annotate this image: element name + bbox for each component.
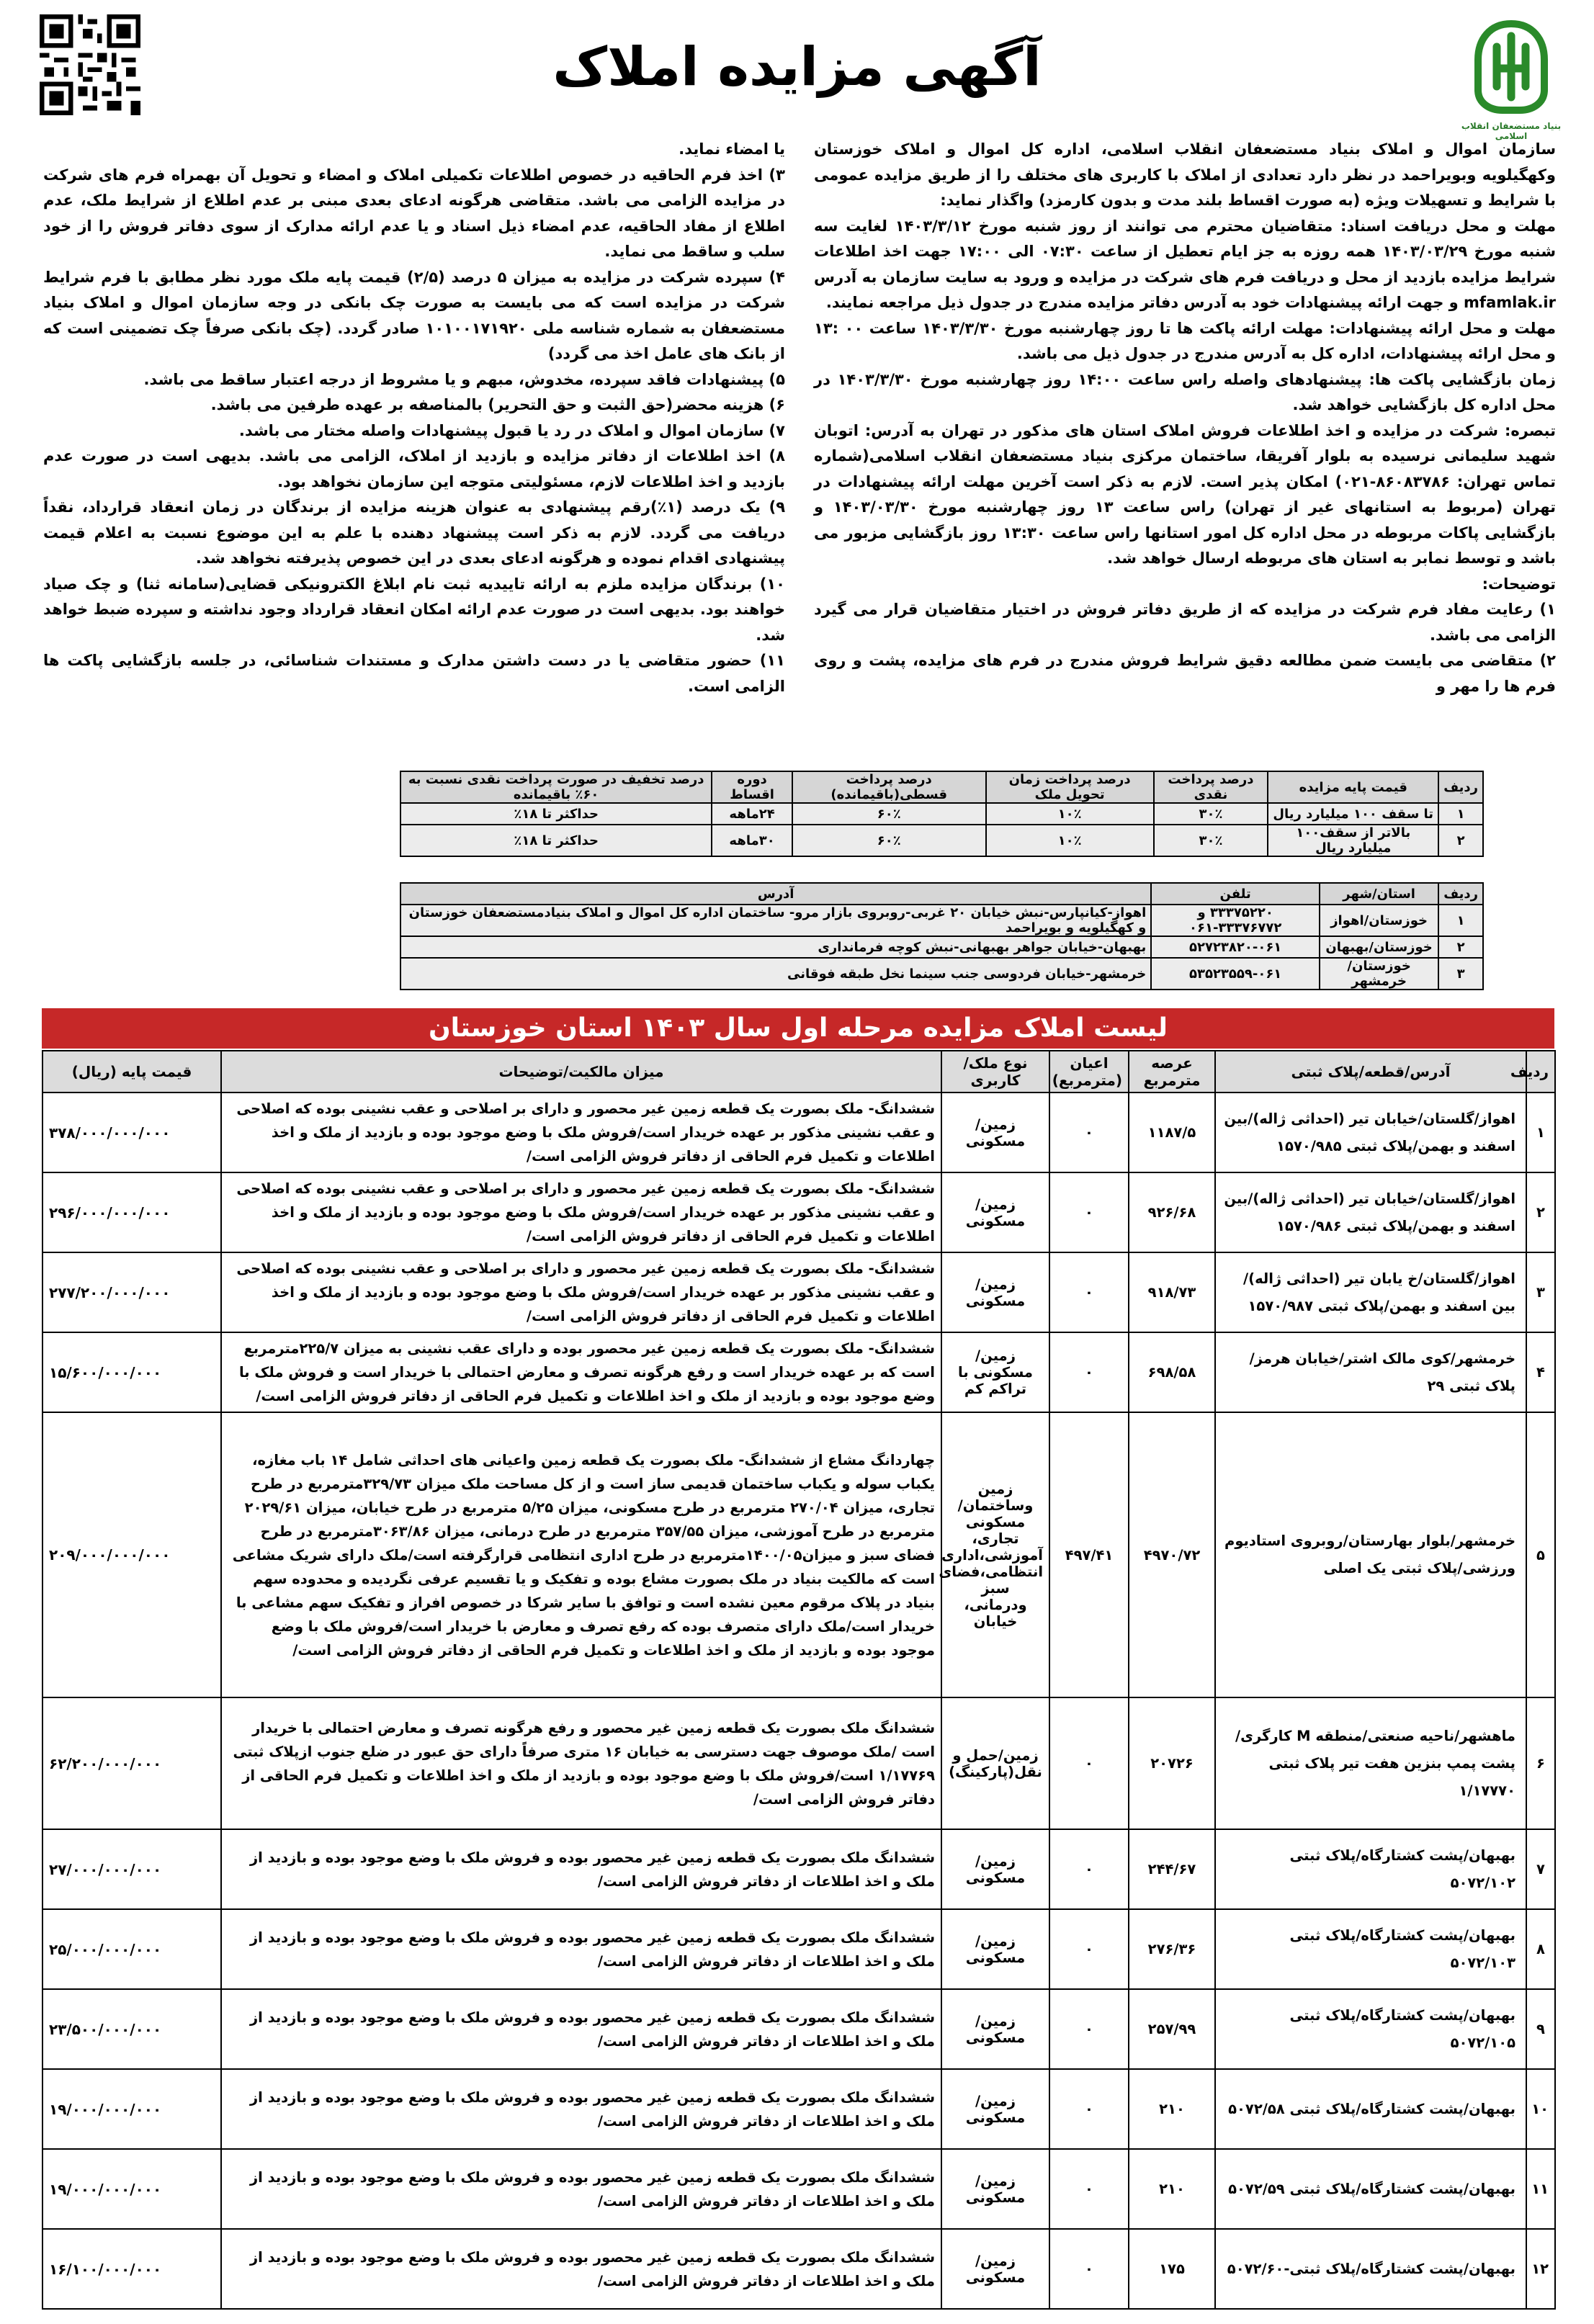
table-cell: ۴۹۷۰/۷۲ — [1129, 1412, 1215, 1697]
table-cell: خوزستان/خرمشهر — [1320, 958, 1438, 990]
table-cell: ۱ — [1438, 803, 1483, 825]
table-cell: خرمشهر/بلوار بهارستان/روبروی استادیوم ورزشی/پلاک ثبتی یک اصلی — [1215, 1412, 1526, 1697]
condition-text: مهلت ارائه پاکت ها تا روز چهارشنبه مورخ ۱۴۰۳/۳/۳۰ ساعت ۰۰ :۱۳ و محل ارائه پیشنهادات، اداره کل به آدرس مندرج در جدول ذیل می باشد. — [814, 319, 1556, 362]
table-cell: ۰ — [1049, 2229, 1129, 2309]
table-cell: ۲۵۷/۹۹ — [1129, 1989, 1215, 2069]
table-row — [42, 1172, 1555, 1252]
table-cell: ۲۱۰ — [1129, 2149, 1215, 2229]
column-header: درصد تخفیف در صورت پرداخت نقدی نسبت به ۶۰٪ باقیمانده — [400, 771, 712, 803]
condition-item: ۱۱) حضور متقاضی یا در دست داشتن مدارک و مستندات شناسائی، در جلسه بازگشایی پاکت ها الزامی است. — [43, 652, 785, 695]
condition-paragraph — [814, 316, 1556, 367]
table-cell: ۲۵/۰۰۰/۰۰۰/۰۰۰ — [42, 1909, 221, 1989]
column-header: قیمت پایه (ریال) — [42, 1051, 221, 1093]
table-cell: ۱۹/۰۰۰/۰۰۰/۰۰۰ — [42, 2149, 221, 2229]
condition-heading: مهلت و محل دریافت اسناد: — [1340, 217, 1556, 235]
table-cell: ششدانگ ملک بصورت یک قطعه زمین غیر محصور بوده و فروش ملک با وضع موجود بوده و بازدید از ملک و اخذ اطلاعات از دفاتر فروش الزامی است/ — [221, 2149, 941, 2229]
table-cell: ۳ — [1438, 958, 1483, 990]
table-cell: ۰ — [1049, 1332, 1129, 1412]
table-cell: ۰ — [1049, 1829, 1129, 1909]
table-cell: خوزستان/اهواز — [1320, 905, 1438, 936]
table-row — [42, 1252, 1555, 1332]
column-header: اعیان (مترمربع) — [1049, 1051, 1129, 1093]
table-cell: ۲۷/۰۰۰/۰۰۰/۰۰۰ — [42, 1829, 221, 1909]
table-cell: ۶۰٪ — [792, 803, 986, 825]
table-cell: ششدانگ ملک بصورت یک قطعه زمین غیر محصور و رفع هرگونه تصرف و معارض احتمالی با خریدار است /ملک موصوف جهت دسترسی به خیابان ۱۶ متری صرفاً دارای حق عبور در ضلع جنوب ازپلاک ثبتی ۱/۱۷۷۶۹ است/فروش ملک با وضع موجود بوده و بازدید از ملک و اخذ اطلاعات و تکمیل فرم الحاقی از دفاتر فروش الزامی است/ — [221, 1697, 941, 1829]
table-row — [42, 1332, 1555, 1412]
table-cell: زمین/مسکونی — [941, 1829, 1049, 1909]
table-cell: ۰ — [1049, 1989, 1129, 2069]
condition-text: شرکت در مزایده و اخذ اطلاعات فروش املاک استان های مذکور در تهران به آدرس: اتوبان شهید سلیمانی نرسیده به بلوار آفریقا، ساختمان مرکزی بنیاد مستضعفان انقلاب اسلامی(شماره تماس تهران: ۸۶۰۸۳۷۸۶-۰۲۱) امکان پذیر است. لازم به ذکر است آخرین مهلت ارائه پیشنهادات در تهران (مربوط به استانهای غیر از تهران) راس ساعت ۱۳ روز چهارشنبه مورخ ۱۴۰۳/۰۳/۳۰ و بازگشایی پاکات مربوطه در محل اداره کل امور استانها راس ساعت ۱۳:۳۰ روز بازگشایی مزبور می باشد و توسط نمابر به استان های مربوطه ارسال خواهد شد. — [814, 421, 1557, 567]
condition-item: ۴) سپرده شرکت در مزایده به میزان ۵ درصد (۲/۵) قیمت پایه ملک مورد نظر مطابق با فرم شرایط شرکت در مزایده است که می بایست به صورت چک بانکی در وجه سازمان اموال و املاک بنیاد مستضعفان به شماره شناسه ملی ۱۰۱۰۰۱۷۱۹۲۰ صادر گردد. (چک بانکی صرفاً چک تضمینی است که از بانک های عامل اخذ می گردد) — [43, 268, 786, 362]
table-cell: ششدانگ- ملک بصورت یک قطعه زمین غیر محصور و دارای بر اصلاحی و عقب نشینی بوده که اصلاحی و عقب نشینی مذکور بر عهده خریدار است/فروش ملک با وضع موجود بوده و بازدید از ملک و اخذ اطلاعات و تکمیل فرم الحاقی از دفاتر فروش الزامی است/ — [221, 1172, 941, 1252]
table-row — [42, 1093, 1555, 1172]
table-cell: ۱۰ — [1526, 2069, 1555, 2149]
table-cell: ۸ — [1526, 1909, 1555, 1989]
table-cell: زمین/مسکونی — [941, 1909, 1049, 1989]
table-cell: بهبهان-خیابان جواهر بهبهانی-نبش کوچه فرمانداری — [400, 936, 1151, 958]
column-header: درصد پرداخت قسطی(باقیمانده) — [792, 771, 986, 803]
condition-text: ۱) رعایت مفاد فرم شرکت در مزایده که از طریق دفاتر فروش در اختیار متقاضیان قرار می گیرد الزامی می باشد. — [814, 601, 1556, 644]
table-cell: ۳۰ماهه — [712, 825, 792, 856]
table-cell: ۲۴۴/۶۷ — [1129, 1829, 1215, 1909]
table-cell: زمین وساختمان/ مسکونی تجاری، آموزشی،اداری انتظامی،فضای سبز ودرمانی، خیابان — [941, 1412, 1049, 1697]
condition-text: متقاضیان محترم می توانند از روز شنبه مورخ ۱۴۰۳/۳/۱۲ لغایت سه شنبه مورخ ۱۴۰۳/۰۳/۲۹ همه روزه به جز ایام تعطیل از ساعت ۰۷:۳۰ الی ۱۷:۰۰ جهت اخذ اطلاعات شرایط مزایده بازدید از محل و دریافت فرم های شرکت در مزایده و ورود به سایت سازمان به آدرس mfamlak.ir و جهت ارائه پیشنهادات خود به آدرس دفاتر مزایده مندرج در جدول ذیل مراجعه نمایند. — [814, 217, 1556, 311]
table-row — [42, 1412, 1555, 1697]
table-cell: ۱۹/۰۰۰/۰۰۰/۰۰۰ — [42, 2069, 221, 2149]
table-row — [42, 1909, 1555, 1989]
condition-item: ۸) اخذ اطلاعات از دفاتر مزایده و بازدید از املاک، الزامی می باشد. بدیهی است در صورت عدم بازدید و اخذ اطلاعات لازم، مسئولیتی متوجه این سازمان نخواهد بود. — [43, 447, 785, 490]
table-cell: ۲۱۰ — [1129, 2069, 1215, 2149]
table-cell: ۲۷۶/۳۶ — [1129, 1909, 1215, 1989]
table-cell: ششدانگ ملک بصورت یک قطعه زمین غیر محصور بوده و فروش ملک با وضع موجود بوده و بازدید از ملک و اخذ اطلاعات از دفاتر فروش الزامی است/ — [221, 2229, 941, 2309]
column-header: نوع ملک/کاربری — [941, 1051, 1049, 1093]
table-cell: اهواز/گلستان/خ یابان تیر (احداثی ژاله)/بین اسفند و بهمن/پلاک ثبتی ۱۵۷۰/۹۸۷ — [1215, 1252, 1526, 1332]
table-cell: بهبهان/پشت کشتارگاه/پلاک ثبتی ۵۰۷۲/۵۹ — [1215, 2149, 1526, 2229]
table-cell: زمین/مسکونی — [941, 2149, 1049, 2229]
table-cell: زمین/مسکونی — [941, 2229, 1049, 2309]
table-cell: ۶۲/۲۰۰/۰۰۰/۰۰۰ — [42, 1697, 221, 1829]
table-cell: ۲۰۷۲۶ — [1129, 1697, 1215, 1829]
condition-item: ۷) سازمان اموال و املاک در رد یا قبول پیشنهادات واصله مختار می باشد. — [238, 421, 785, 439]
column-header: آدرس — [400, 883, 1151, 905]
table-cell: ۱۱۸۷/۵ — [1129, 1093, 1215, 1172]
conditions-section — [43, 137, 1556, 735]
column-header: آدرس/قطعه/پلاک ثبتی — [1215, 1051, 1526, 1093]
table-cell: ۰ — [1049, 2069, 1129, 2149]
table-row — [400, 936, 1483, 958]
table-row — [42, 1989, 1555, 2069]
table-cell: ۴۹۷/۴۱ — [1049, 1412, 1129, 1697]
table-cell: ۲ — [1438, 936, 1483, 958]
table-cell: ۰ — [1049, 1697, 1129, 1829]
column-header: ردیف — [1438, 883, 1483, 905]
table-cell: بهبهان/پشت کشتارگاه/پلاک ثبتی-۵۰۷۲/۶۰ — [1215, 2229, 1526, 2309]
table-cell: ۰ — [1049, 1252, 1129, 1332]
table-cell: ششدانگ- ملک بصورت یک قطعه زمین غیر محصور و دارای بر اصلاحی و عقب نشینی بوده که اصلاحی و عقب نشینی مذکور بر عهده خریدار است/فروش ملک با وضع موجود بوده و بازدید از ملک و اخذ اطلاعات و تکمیل فرم الحاقی از دفاتر فروش الزامی است/ — [221, 1093, 941, 1172]
table-cell: حداکثر تا ۱۸٪ — [400, 825, 712, 856]
table-cell: ششدانگ- ملک بصورت یک قطعه زمین غیر محصور و دارای بر اصلاحی و عقب نشینی بوده که اصلاحی و عقب نشینی مذکور بر عهده خریدار است/فروش ملک با وضع موجود بوده و بازدید از ملک و اخذ اطلاعات و تکمیل فرم الحاقی از دفاتر فروش الزامی است/ — [221, 1252, 941, 1332]
column-header: میزان مالکیت/توضیحات — [221, 1051, 941, 1093]
property-list-header-row — [42, 1051, 1555, 1093]
column-header: ردیف — [1526, 1051, 1555, 1093]
table-cell: ۳۷۸/۰۰۰/۰۰۰/۰۰۰ — [42, 1093, 221, 1172]
table-cell: زمین/مسکونی با تراکم کم — [941, 1332, 1049, 1412]
condition-heading: زمان بازگشایی پاکت ها: — [1369, 370, 1557, 388]
table-cell: ۵ — [1526, 1412, 1555, 1697]
table-cell: اهواز-کیانپارس-نبش خیابان ۲۰ غربی-روبروی بازار مرو- ساختمان اداره کل اموال و املاک بنیادمستضعفان خوزستان و کهگیلویه و بویراحمد — [400, 905, 1151, 936]
condition-paragraph — [814, 418, 1556, 572]
condition-text: پیشنهادهای واصله راس ساعت ۱۴:۰۰ روز چهارشنبه مورخ ۱۴۰۳/۳/۳۰ در محل اداره کل بازگشایی خواهد شد. — [814, 370, 1556, 413]
table-cell: ششدانگ ملک بصورت یک قطعه زمین غیر محصور بوده و فروش ملک با وضع موجود بوده و بازدید از ملک و اخذ اطلاعات از دفاتر فروش الزامی است/ — [221, 1909, 941, 1989]
condition-paragraph — [814, 137, 1556, 214]
property-list-title: لیست املاک مزایده مرحله اول سال ۱۴۰۳ استان خوزستان — [42, 1008, 1554, 1049]
column-header: تلفن — [1151, 883, 1320, 905]
table-cell: ۲ — [1526, 1172, 1555, 1252]
condition-paragraph — [814, 214, 1556, 316]
table-cell: ۲۹۶/۰۰۰/۰۰۰/۰۰۰ — [42, 1172, 221, 1252]
condition-heading: توضیحات: — [1482, 575, 1556, 593]
table-cell: بهبهان/پشت کشتارگاه/پلاک ثبتی ۵۰۷۲/۱۰۲ — [1215, 1829, 1526, 1909]
table-cell: ۱۷۵ — [1129, 2229, 1215, 2309]
table-cell: بهبهان/پشت کشتارگاه/پلاک ثبتی ۵۰۷۲/۱۰۵ — [1215, 1989, 1526, 2069]
table-row — [42, 1829, 1555, 1909]
table-cell: ۳۰٪ — [1154, 803, 1268, 825]
table-cell: بهبهان/پشت کشتارگاه/پلاک ثبتی ۵۰۷۲/۱۰۳ — [1215, 1909, 1526, 1989]
table-row — [400, 825, 1483, 856]
table-cell: چهاردانگ مشاع از ششدانگ- ملک بصورت یک قطعه زمین واعیانی های احداثی شامل ۱۴ باب مغازه، یکباب سوله و یکباب ساختمان قدیمی ساز است و از کل مساحت ملک میزان ۳۲۹/۷۳مترمربع در طرح تجاری، میزان ۲۷۰/۰۴ مترمربع در طرح مسکونی، میزان ۵/۲۵ مترمربع در طرح خیابان، میزان ۲۰۲۹/۶۱ مترمربع در طرح آموزشی، میزان ۳۵۷/۵۵ مترمربع در طرح درمانی، میزان ۳۰۶۳/۸۶مترمربع در طرح فضای سبز و میزان۱۴۰۰/۰۵مترمربع در طرح اداری انتظامی قرارگرفته است/ملک دارای شریک مشاعی است که مالکیت بنیاد در ملک بصورت مشاع بوده و تفکیک و یا تقسیم عرفی نگردیده و محدوده سهم بنیاد در پلاک مرقوم معین نشده است و توافق با سایر شرکا در خصوص افراز و تفکیک سهم مشاعی با خریدار است/ملک دارای متصرف بوده که رفع تصرف و معارض با خریدار است/فروش ملک با وضع موجود بوده و بازدید از ملک و اخذ اطلاعات و تکمیل فرم الحاقی از دفاتر فروش الزامی است/ — [221, 1412, 941, 1697]
table-cell: زمین/مسکونی — [941, 1252, 1049, 1332]
table-cell: بهبهان/پشت کشتارگاه/پلاک ثبتی ۵۰۷۲/۵۸ — [1215, 2069, 1526, 2149]
condition-heading: مهلت و محل ارائه پیشنهادات: — [1329, 319, 1556, 337]
table-row — [42, 2149, 1555, 2229]
condition-item: ۶) هزینه محضر(حق الثبت و حق التحریر) بالمناصفه بر عهده طرفین می باشد. — [210, 396, 785, 413]
condition-item: ۱۰) برندگان مزایده ملزم به ارائه تاییدیه ثبت نام ابلاغ الکترونیکی قضایی(سامانه ثنا) و چک صیاد خواهند بود. بدیهی است در صورت عدم ارائه امکان انعقاد قرارداد وجود نداشته و سپرده ضبط خواهد شد. — [43, 575, 785, 644]
table-cell: ۱۵/۶۰۰/۰۰۰/۰۰۰ — [42, 1332, 221, 1412]
table-cell: ششدانگ ملک بصورت یک قطعه زمین غیر محصور بوده و فروش ملک با وضع موجود بوده و بازدید از ملک و اخذ اطلاعات از دفاتر فروش الزامی است/ — [221, 1989, 941, 2069]
table-cell: ۹ — [1526, 1989, 1555, 2069]
column-header: ردیف — [1438, 771, 1483, 803]
table-cell: ۲۷۷/۲۰۰/۰۰۰/۰۰۰ — [42, 1252, 221, 1332]
table-row — [42, 2229, 1555, 2309]
table-cell: ۱۱ — [1526, 2149, 1555, 2229]
table-cell: ۱۰٪ — [986, 803, 1154, 825]
conditions-left-column — [43, 137, 785, 699]
table-cell: زمین/حمل و نقل(پارکینگ) — [941, 1697, 1049, 1829]
condition-heading: سازمان اموال و املاک — [1371, 140, 1556, 158]
condition-paragraph — [814, 367, 1556, 418]
condition-item: ۹) یک درصد (۱٪)رقم پیشنهادی به عنوان هزینه مزایده از برندگان در زمان انعقاد قرارداد، نقداً دریافت می گردد. لازم به ذکر است پیشنهاد دهنده با علم به این موضوع نسبت به اعلام قیمت پیشنهادی اقدام نموده و هرگونه ادعای بعدی در این خصوص پذیرفته نخواهد شد. — [43, 498, 786, 567]
condition-paragraph — [814, 648, 1556, 699]
condition-text: بنیاد مستضعفان انقلاب اسلامی، اداره کل اموال و املاک خوزستان وکهگیلویه وبویراحمد در نظر دارد تعدادی از املاک با کاربری های مختلف را از طریق مزایده عمومی با شرایط و تسهیلات ویژه (به صورت اقساط بلند مدت و بدون کارمزد) واگذار نماید: — [814, 140, 1556, 209]
table-cell: ۲ — [1438, 825, 1483, 856]
table-cell: ۴ — [1526, 1332, 1555, 1412]
table-cell: ۷ — [1526, 1829, 1555, 1909]
table-cell: ششدانگ ملک بصورت یک قطعه زمین غیر محصور بوده و فروش ملک با وضع موجود بوده و بازدید از ملک و اخذ اطلاعات از دفاتر فروش الزامی است/ — [221, 1829, 941, 1909]
column-header: قیمت پایه مزایده — [1268, 771, 1438, 803]
column-header: دوره اقساط — [712, 771, 792, 803]
table-row — [400, 958, 1483, 990]
table-cell: ۱۶/۱۰۰/۰۰۰/۰۰۰ — [42, 2229, 221, 2309]
page-title: آگهی مزایده املاک — [552, 36, 1042, 98]
table-cell: ۲۰۹/۰۰۰/۰۰۰/۰۰۰ — [42, 1412, 221, 1697]
table-cell: خرمشهر/کوی مالک اشتر/خیابان هرمز/پلاک ثبتی ۲۹ — [1215, 1332, 1526, 1412]
property-list-table — [42, 1050, 1556, 2310]
table-cell: ۵۳۵۲۳۵۵۹-۰۶۱ — [1151, 958, 1320, 990]
table-cell: ۱۲ — [1526, 2229, 1555, 2309]
table-cell: ۶۹۸/۵۸ — [1129, 1332, 1215, 1412]
table-cell: ۵۲۷۲۳۸۲۰-۰۶۱ — [1151, 936, 1320, 958]
table-cell: زمین/مسکونی — [941, 1989, 1049, 2069]
condition-paragraph — [814, 572, 1556, 598]
condition-item: یا امضاء نماید. — [679, 140, 785, 158]
table-row — [400, 905, 1483, 936]
table-cell: ۳۰٪ — [1154, 825, 1268, 856]
table-cell: ششدانگ- ملک بصورت یک قطعه زمین غیر محصور بوده و دارای عقب نشینی به میزان ۲۲۵/۷مترمربع است که بر عهده خریدار است و رفع هرگونه تصرف و معارض احتمالی با خریدار است و فروش ملک با وضع موجود بوده و بازدید از ملک و اخذ اطلاعات و تکمیل فرم الحاقی از دفاتر فروش الزامی است/ — [221, 1332, 941, 1412]
sales-offices-table — [400, 882, 1484, 990]
logo-caption: بنیاد مستضعفان انقلاب اسلامی — [1461, 121, 1562, 141]
condition-item: ۳) اخذ فرم الحاقیه در خصوص اطلاعات تکمیلی املاک و امضاء و تحویل آن بهمراه فرم های شرکت در مزایده الزامی می باشد. متقاضی هرگونه ادعای بعدی مبنی بر عدم اطلاع از شرایط ملک، عدم اطلاع از مفاد الحاقیه، عدم امضاء ذیل اسناد و یا عدم ارائه مدارک از سوی دفاتر فروش را از خود سلب و ساقط می نماید. — [43, 166, 785, 260]
table-cell: ۳۳۳۷۵۲۲۰ و ۳۳۳۷۶۷۷۲-۰۶۱ — [1151, 905, 1320, 936]
table-cell: ۱ — [1526, 1093, 1555, 1172]
conditions-right-column — [814, 137, 1556, 699]
table-cell: زمین/مسکونی — [941, 1172, 1049, 1252]
table-cell: ۹۲۶/۶۸ — [1129, 1172, 1215, 1252]
column-header: درصد پرداخت نقدی — [1154, 771, 1268, 803]
table-cell: تا سقف ۱۰۰ میلیارد ریال — [1268, 803, 1438, 825]
sales-offices-header-row — [400, 883, 1483, 905]
table-cell: خرمشهر-خیابان فردوسی جنب سینما نخل طبقه فوقانی — [400, 958, 1151, 990]
table-cell: اهواز/گلستان/خیابان تیر (احداثی ژاله)/بین اسفند و بهمن/پلاک ثبتی ۱۵۷۰/۹۸۵ — [1215, 1093, 1526, 1172]
table-cell: بالاتر از سقف۱۰۰ میلیارد ریال — [1268, 825, 1438, 856]
table-cell: ۱۰٪ — [986, 825, 1154, 856]
table-cell: زمین/مسکونی — [941, 1093, 1049, 1172]
condition-paragraph — [814, 597, 1556, 648]
payment-terms-table — [400, 771, 1484, 857]
table-cell: ۹۱۸/۷۳ — [1129, 1252, 1215, 1332]
table-cell: ۲۴ماهه — [712, 803, 792, 825]
payment-terms-header-row — [400, 771, 1483, 803]
table-cell: خوزستان/بهبهان — [1320, 936, 1438, 958]
table-cell: حداکثر تا ۱۸٪ — [400, 803, 712, 825]
table-row — [400, 803, 1483, 825]
table-row — [42, 2069, 1555, 2149]
table-cell: اهواز/گلستان/خیابان تیر (احداثی ژاله)/بین اسفند و بهمن/پلاک ثبتی ۱۵۷۰/۹۸۶ — [1215, 1172, 1526, 1252]
table-cell: ماهشهر/ناحیه صنعتی/منطقه M کارگری/پشت پمپ بنزین هفت تیر پلاک ثبتی ۱/۱۷۷۷۰ — [1215, 1697, 1526, 1829]
table-cell: ۳ — [1526, 1252, 1555, 1332]
condition-text: ۲) متقاضی می بایست ضمن مطالعه دقیق شرایط فروش مندرج در فرم های مزایده، پشت و روی فرم ها را مهر و — [814, 652, 1556, 695]
column-header: عرصه مترمربع — [1129, 1051, 1215, 1093]
table-cell: ۶ — [1526, 1697, 1555, 1829]
table-cell: ۰ — [1049, 1909, 1129, 1989]
table-cell: ششدانگ ملک بصورت یک قطعه زمین غیر محصور بوده و فروش ملک با وضع موجود بوده و بازدید از ملک و اخذ اطلاعات از دفاتر فروش الزامی است/ — [221, 2069, 941, 2149]
column-header: درصد پرداخت زمان تحویل ملک — [986, 771, 1154, 803]
table-cell: ۰ — [1049, 2149, 1129, 2229]
table-cell: ۱ — [1438, 905, 1483, 936]
condition-heading: تبصره: — [1504, 421, 1556, 439]
table-row — [42, 1697, 1555, 1829]
table-cell: زمین/مسکونی — [941, 2069, 1049, 2149]
table-cell: ۰ — [1049, 1093, 1129, 1172]
column-header: استان/شهر — [1320, 883, 1438, 905]
table-cell: ۰ — [1049, 1172, 1129, 1252]
condition-item: ۵) پیشنهادات فاقد سپرده، مخدوش، مبهم و یا مشروط از درجه اعتبار ساقط می باشد. — [143, 370, 785, 388]
table-cell: ۲۳/۵۰۰/۰۰۰/۰۰۰ — [42, 1989, 221, 2069]
table-cell: ۶۰٪ — [792, 825, 986, 856]
